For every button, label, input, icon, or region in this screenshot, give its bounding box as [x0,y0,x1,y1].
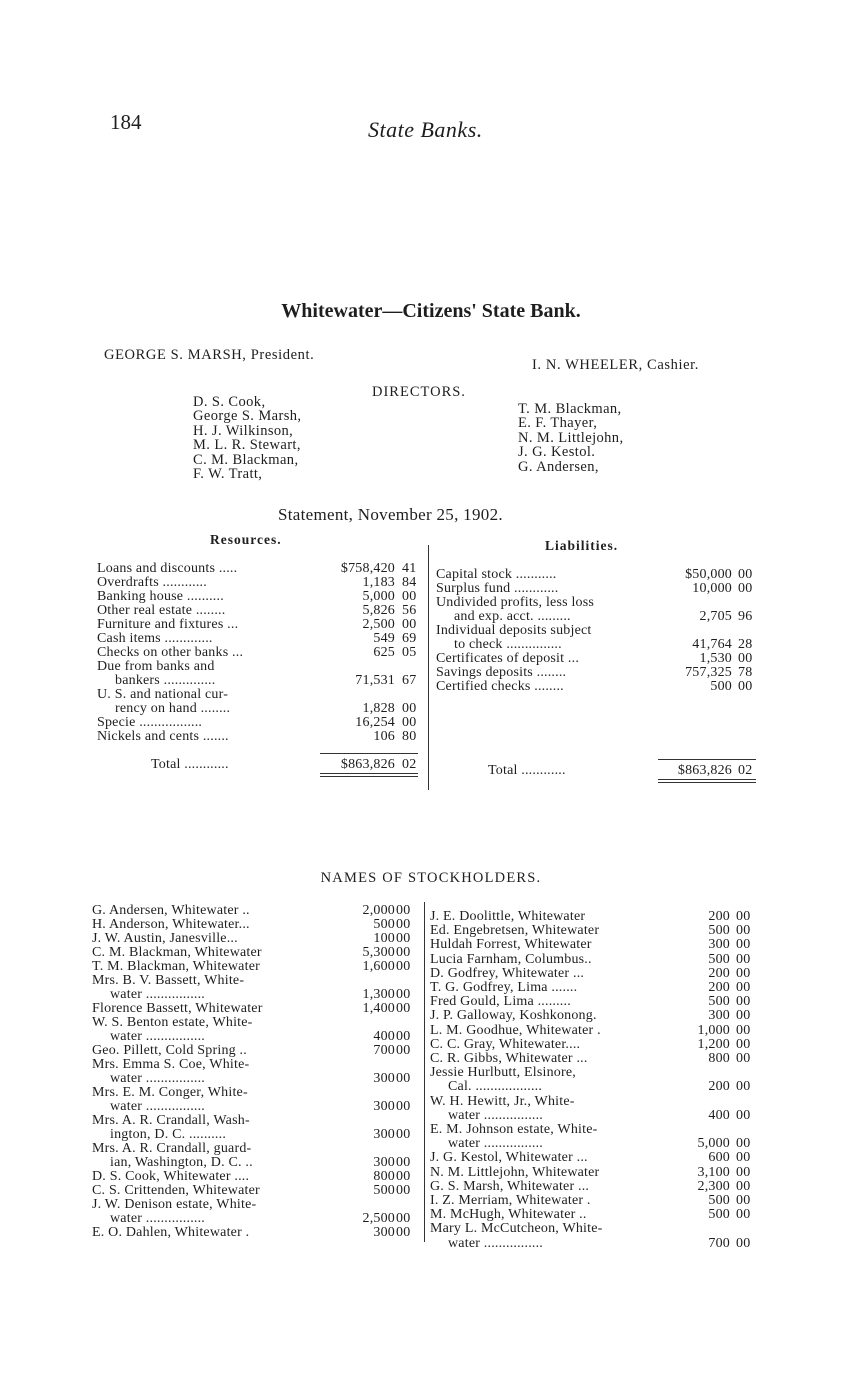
amount-dollars: 300 [708,937,730,953]
amount-cents: 67 [402,673,417,688]
amount-dollars: 400 [373,1029,395,1044]
amount-cents: 00 [736,1022,751,1038]
resource-row [97,589,426,603]
stockholder-name: J. W. Denison estate, White- [92,1197,257,1212]
resource-label: U. S. and national cur- [97,687,229,702]
resource-label: Loans and discounts ..... [97,561,238,576]
amount-dollars: 1,183 [362,575,395,590]
amount-dollars: 200 [708,980,730,995]
liabilities-heading: Liabilities. [545,538,619,553]
stockholder-row [92,959,420,973]
amount-dollars: 1,200 [697,1036,730,1052]
directors-right [518,402,623,474]
stockholder-name: T. M. Blackman, Whitewater [92,959,260,974]
resources-heading: Resources. [210,532,282,547]
stockholder-name: E. O. Dahlen, Whitewater . [92,1225,250,1240]
running-title: State Banks. [368,117,483,142]
stockholder-name: G. S. Marsh, Whitewater ... [430,1178,590,1194]
total-dollars: $863,826 [677,763,732,778]
amount-dollars: 300 [373,1225,395,1240]
stockholder-name: water ................ [110,1099,205,1114]
stockholder-row [92,1085,420,1099]
amount-cents: 00 [738,679,753,694]
amount-cents: 00 [736,1079,751,1095]
stockholder-row [92,917,420,931]
director-name: E. F. Thayer, [518,415,598,432]
amount-dollars: 600 [708,1150,730,1166]
total-double-rule [658,782,756,783]
total-cents: 02 [402,757,417,772]
amount-dollars: 700 [708,1235,730,1251]
amount-cents: 00 [396,987,411,1002]
stockholder-row [92,1099,420,1113]
amount-cents: 41 [402,561,417,576]
stockholder-name: Cal. .................. [448,1079,543,1095]
stockholder-name: C. M. Blackman, Whitewater [92,945,262,960]
amount-cents: 00 [736,937,751,953]
liability-label: Certificates of deposit ... [436,651,580,666]
total-label: Total ............ [151,757,229,772]
page-number: 184 [110,110,142,134]
stockholder-name: C. R. Gibbs, Whitewater ... [430,1051,588,1066]
amount-dollars: 2,705 [699,609,732,624]
liability-row [436,679,770,693]
liability-label: Undivided profits, less loss [436,595,595,610]
stockholder-row [92,931,420,945]
amount-dollars: 16,254 [355,715,395,730]
amount-dollars: 300 [373,1155,395,1170]
amount-cents: 00 [736,1136,751,1152]
amount-cents: 00 [736,1207,751,1223]
stockholder-name: Geo. Pillett, Cold Spring .. [92,1043,247,1058]
stockholder-name: W. S. Benton estate, White- [92,1015,253,1030]
stockholders-heading: NAMES OF STOCKHOLDERS. [320,870,542,886]
amount-dollars: 5,000 [697,1136,730,1152]
amount-cents: 00 [396,1183,411,1198]
director-name: M. L. R. Stewart, [193,437,301,454]
stockholder-name: water ................ [448,1235,543,1251]
liability-row [436,595,770,609]
stockholder-row [92,1225,420,1239]
resource-label: Checks on other banks ... [97,645,244,660]
amount-cents: 00 [402,701,417,716]
amount-cents: 00 [396,931,411,946]
amount-dollars: 1,530 [699,651,732,666]
amount-dollars: 1,300 [362,987,395,1002]
stockholder-row [92,1071,420,1085]
amount-dollars: 2,500 [362,617,395,632]
stockholder-row [430,952,770,966]
stockholder-name: W. H. Hewitt, Jr., White- [430,1093,575,1109]
stockholder-name: water ................ [110,1211,205,1226]
total-double-rule [320,776,418,777]
stockholder-name: J. E. Doolittle, Whitewater [430,909,586,924]
resource-label: rency on hand ........ [115,701,231,716]
stockholder-row [430,1008,770,1022]
amount-dollars: 106 [373,729,395,744]
stockholder-row [430,909,770,923]
stockholder-name: Mary L. McCutcheon, White- [430,1221,603,1237]
total-double-rule [320,773,418,774]
amount-dollars: 800 [708,1051,730,1066]
amount-dollars: 1,400 [362,1001,395,1016]
statement-divider [428,545,429,790]
stockholders-divider [424,902,425,1242]
amount-dollars: 549 [373,631,395,646]
liability-row [436,567,770,581]
stockholder-name: water ................ [110,1029,205,1044]
stockholder-row [92,987,420,1001]
stockholder-name: Mrs. A. R. Crandall, guard- [92,1141,252,1156]
amount-cents: 00 [396,1001,411,1016]
director-name: George S. Marsh, [193,408,302,425]
stockholder-row [430,923,770,937]
stockholder-row [430,1150,770,1164]
resource-label: Overdrafts ............ [97,575,207,590]
amount-cents: 00 [396,945,411,960]
stockholder-row [92,1015,420,1029]
amount-dollars: 1,600 [362,959,395,974]
amount-cents: 00 [736,980,751,995]
stockholder-row [92,1043,420,1057]
amount-dollars: 2,300 [697,1178,730,1194]
stockholder-name: H. Anderson, Whitewater... [92,917,250,932]
resource-label: Due from banks and [97,659,215,674]
stockholder-row [92,1029,420,1043]
stockholder-name: Lucia Farnham, Columbus.. [430,951,592,967]
stockholder-name: D. S. Cook, Whitewater .... [92,1169,250,1184]
amount-dollars: 300 [708,1008,730,1024]
amount-dollars: 757,325 [685,665,732,680]
amount-cents: 00 [736,1051,751,1066]
stockholder-row [430,1108,770,1122]
amount-dollars: 500 [708,1207,730,1223]
resource-row [97,645,426,659]
amount-cents: 00 [738,581,753,596]
amount-dollars: 500 [373,1183,395,1198]
resource-row [97,729,426,743]
stockholder-row [92,1113,420,1127]
resource-label: bankers .............. [115,673,216,688]
amount-cents: 00 [736,1008,751,1024]
resource-row [97,687,426,701]
amount-cents: 00 [736,1164,751,1180]
liability-row [436,637,770,651]
stockholder-name: Mrs. Emma S. Coe, White- [92,1057,250,1072]
director-name: J. G. Kestol. [518,444,596,461]
amount-cents: 05 [402,645,417,660]
stockholder-name: J. G. Kestol, Whitewater ... [430,1150,588,1166]
stockholder-name: water ................ [448,1107,543,1123]
amount-cents: 69 [402,631,417,646]
liability-label: to check ............... [454,637,562,652]
statement-title: Statement, November 25, 1902. [278,505,503,524]
amount-cents: 96 [738,609,753,624]
stockholder-row [430,1065,770,1079]
directors-heading: DIRECTORS. [372,384,466,400]
amount-cents: 00 [738,567,753,582]
stockholder-name: T. G. Godfrey, Lima ....... [430,980,578,995]
resource-row [97,603,426,617]
amount-dollars: 2,000 [362,903,395,918]
amount-cents: 00 [736,909,751,924]
amount-cents: 00 [396,1099,411,1114]
amount-cents: 00 [396,1155,411,1170]
stockholder-name: water ................ [110,1071,205,1086]
liability-label: Savings deposits ........ [436,665,567,680]
total-label: Total ............ [488,763,566,778]
resource-row [97,715,426,729]
director-name: G. Andersen, [518,458,599,475]
president: GEORGE S. MARSH, President. [104,347,315,363]
resource-row [97,617,426,631]
amount-dollars: $50,000 [685,567,732,582]
amount-dollars: 700 [373,1043,395,1058]
stockholder-row [430,1221,770,1235]
director-name: N. M. Littlejohn, [518,429,624,446]
amount-cents: 00 [402,589,417,604]
liability-row [436,609,770,623]
stockholder-name: Mrs. A. R. Crandall, Wash- [92,1113,250,1128]
amount-dollars: 300 [373,1099,395,1114]
amount-cents: 00 [736,1107,751,1123]
amount-cents: 00 [396,1071,411,1086]
resource-label: Other real estate ........ [97,603,226,618]
amount-dollars: 300 [373,1127,395,1142]
stockholder-row [92,973,420,987]
amount-cents: 00 [396,959,411,974]
liability-label: Certified checks ........ [436,679,564,694]
amount-cents: 00 [396,1043,411,1058]
director-name: D. S. Cook, [193,394,266,410]
stockholder-name: Florence Bassett, Whitewater [92,1001,263,1016]
stockholder-row [92,1141,420,1155]
stockholder-row [430,1236,770,1250]
amount-dollars: 500 [708,951,730,967]
amount-dollars: $758,420 [340,561,395,576]
stockholder-name: Huldah Forrest, Whitewater [430,937,592,953]
stockholder-name: water ................ [448,1136,543,1152]
resource-row [97,701,426,715]
amount-dollars: 300 [373,1071,395,1086]
stockholder-name: Mrs. E. M. Conger, White- [92,1085,248,1100]
stockholder-row [430,1023,770,1037]
amount-cents: 00 [396,1029,411,1044]
amount-cents: 00 [402,715,417,730]
directors-left [193,395,301,481]
cashier: I. N. WHEELER, Cashier. [532,357,699,373]
stockholder-row [430,1207,770,1221]
amount-dollars: 71,531 [355,673,395,688]
amount-cents: 00 [738,651,753,666]
stockholder-name: G. Andersen, Whitewater .. [92,903,250,918]
director-name: T. M. Blackman, [518,401,622,417]
stockholder-row [92,1183,420,1197]
amount-dollars: 41,764 [692,637,732,652]
stockholder-row [430,1051,770,1065]
stockholder-row [430,966,770,980]
total-row [436,763,770,777]
stockholder-row [92,1001,420,1015]
amount-dollars: 1,000 [697,1022,730,1038]
director-name: F. W. Tratt, [193,466,263,483]
stockholder-name: Ed. Engebretsen, Whitewater [430,923,600,939]
amount-cents: 84 [402,575,417,590]
amount-dollars: 100 [373,931,395,946]
resource-row [97,673,426,687]
liability-label: Capital stock ........... [436,567,557,582]
amount-cents: 00 [736,923,751,939]
director-name: C. M. Blackman, [193,451,299,468]
total-row [97,757,426,771]
amount-cents: 00 [396,1169,411,1184]
amount-dollars: 500 [710,679,732,694]
amount-cents: 00 [736,1178,751,1194]
amount-dollars: 200 [708,909,730,924]
stockholder-row [430,937,770,951]
amount-dollars: 500 [708,1193,730,1208]
amount-dollars: 500 [708,994,730,1010]
stockholder-row [430,994,770,1008]
stockholder-row [92,1197,420,1211]
amount-cents: 00 [736,994,751,1010]
stockholder-name: ington, D. C. .......... [110,1127,227,1142]
amount-dollars: 2,500 [362,1211,395,1226]
amount-dollars: 5,000 [362,589,395,604]
stockholder-name: C. S. Crittenden, Whitewater [92,1183,260,1198]
resource-label: Banking house .......... [97,589,224,604]
stockholder-name: C. C. Gray, Whitewater.... [430,1036,581,1052]
liability-label: Surplus fund ............ [436,581,559,596]
amount-dollars: 625 [373,645,395,660]
resource-label: Nickels and cents ....... [97,729,229,744]
resource-label: Cash items ............. [97,631,213,646]
stockholder-row [430,1094,770,1108]
stockholder-row [430,1037,770,1051]
total-rule [658,759,756,760]
amount-cents: 00 [396,1211,411,1226]
resource-row [97,631,426,645]
stockholder-name: ian, Washington, D. C. .. [110,1155,253,1170]
total-rule [320,753,418,754]
amount-cents: 00 [402,617,417,632]
amount-dollars: 5,826 [362,603,395,618]
stockholder-row [92,1057,420,1071]
stockholder-row [430,1179,770,1193]
stockholder-name: N. M. Littlejohn, Whitewater [430,1164,600,1180]
stockholder-row [92,1169,420,1183]
stockholder-name: Jessie Hurlbutt, Elsinore, [430,1065,576,1081]
amount-dollars: 5,300 [362,945,395,960]
amount-cents: 00 [396,903,411,918]
stockholder-row [430,1122,770,1136]
amount-cents: 00 [736,1036,751,1052]
amount-cents: 80 [402,729,417,744]
total-double-rule [658,779,756,780]
stockholder-row [430,1193,770,1207]
amount-cents: 00 [396,917,411,932]
stockholder-name: J. W. Austin, Janesville... [92,931,238,946]
stockholder-name: Mrs. B. V. Bassett, White- [92,973,245,988]
resource-label: Specie ................. [97,715,203,730]
amount-dollars: 10,000 [692,581,732,596]
total-dollars: $863,826 [340,757,395,772]
stockholder-row [92,1211,420,1225]
resource-row [97,561,426,575]
amount-dollars: 400 [708,1107,730,1123]
amount-dollars: 800 [373,1169,395,1184]
stockholder-row [92,945,420,959]
stockholder-name: I. Z. Merriam, Whitewater . [430,1193,591,1208]
liability-label: Individual deposits subject [436,623,592,638]
amount-cents: 00 [736,965,751,981]
stockholder-row [92,1155,420,1169]
stockholder-row [430,980,770,994]
stockholder-name: D. Godfrey, Whitewater ... [430,965,585,981]
stockholder-row [430,1136,770,1150]
stockholder-row [430,1079,770,1093]
amount-dollars: 1,828 [362,701,395,716]
total-cents: 02 [738,763,753,778]
bank-title: Whitewater—Citizens' State Bank. [281,300,581,322]
amount-dollars: 200 [708,1079,730,1095]
resource-row [97,575,426,589]
amount-dollars: 500 [708,923,730,939]
stockholder-name: water ................ [110,987,205,1002]
amount-dollars: 500 [373,917,395,932]
stockholder-name: L. M. Goodhue, Whitewater . [430,1022,601,1038]
liability-label: and exp. acct. ......... [454,609,571,624]
stockholder-name: J. P. Galloway, Koshkonong. [430,1008,597,1024]
stockholder-name: E. M. Johnson estate, White- [430,1122,598,1137]
stockholder-row [92,903,420,917]
amount-cents: 78 [738,665,753,680]
director-name: H. J. Wilkinson, [193,422,294,439]
liability-row [436,623,770,637]
amount-cents: 00 [396,1127,411,1142]
stockholder-name: M. McHugh, Whitewater .. [430,1207,587,1223]
resource-label: Furniture and fixtures ... [97,617,239,632]
amount-cents: 56 [402,603,417,618]
stockholder-row [92,1127,420,1141]
stockholder-name: Fred Gould, Lima ......... [430,994,571,1010]
amount-dollars: 3,100 [697,1164,730,1180]
amount-cents: 00 [736,951,751,967]
amount-cents: 00 [736,1193,751,1208]
liability-row [436,651,770,665]
resource-row [97,659,426,673]
liability-row [436,665,770,679]
amount-cents: 00 [396,1225,411,1240]
amount-cents: 00 [736,1235,751,1251]
stockholder-row [430,1165,770,1179]
liability-row [436,581,770,595]
amount-dollars: 200 [708,965,730,981]
amount-cents: 00 [736,1150,751,1166]
amount-cents: 28 [738,637,753,652]
